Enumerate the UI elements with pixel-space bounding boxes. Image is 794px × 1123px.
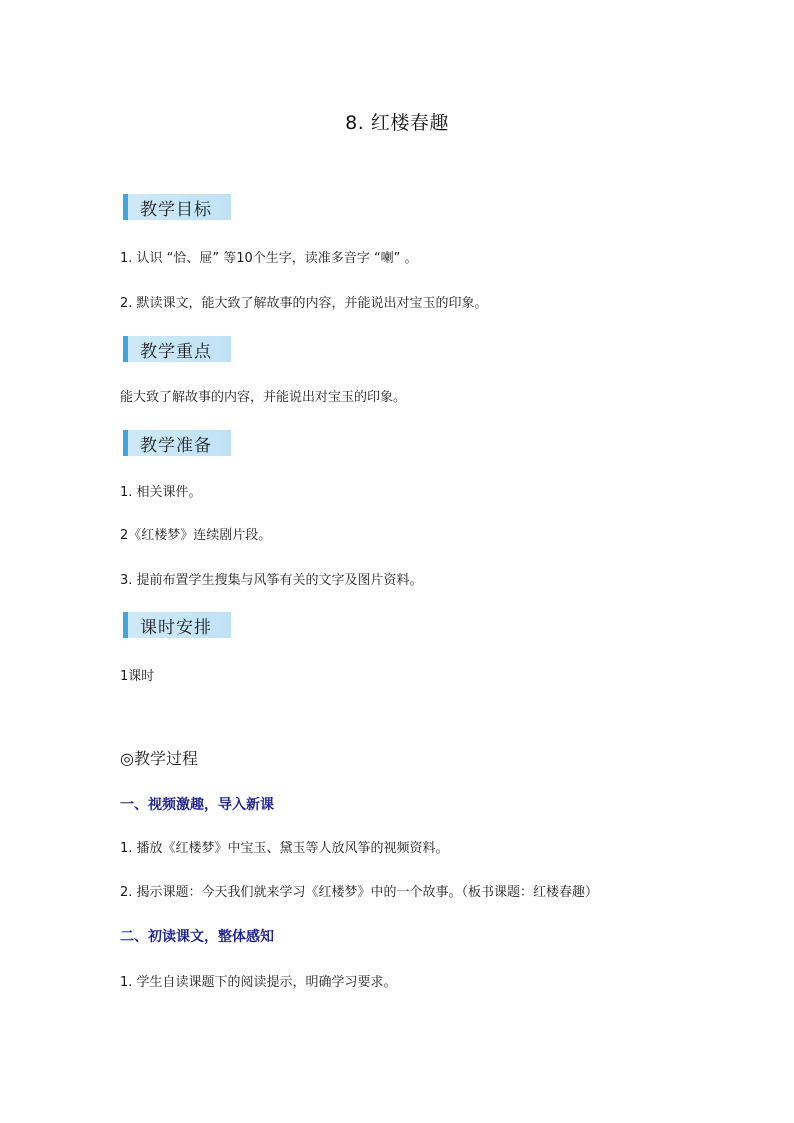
goal-item-2: 2. 默读课文，能大致了解故事的内容，并能说出对宝玉的印象。: [120, 296, 488, 311]
heading-accent-bar: [123, 430, 128, 456]
schedule-text: 1课时: [120, 669, 155, 684]
heading-label: 教学目标: [140, 199, 212, 220]
part2-heading: 二、初读课文，整体感知: [120, 929, 274, 945]
section-heading-focus: [123, 336, 231, 362]
focus-text: 能大致了解故事的内容，并能说出对宝玉的印象。: [120, 390, 407, 405]
part2-item-1: 1. 学生自读课题下的阅读提示，明确学习要求。: [120, 975, 397, 990]
heading-label: 教学准备: [140, 435, 212, 456]
prep-item-3: 3. 提前布置学生搜集与风筝有关的文字及图片资料。: [120, 573, 423, 588]
part1-item-1: 1. 播放《红楼梦》中宝玉、黛玉等人放风筝的视频资料。: [120, 841, 449, 856]
heading-accent-bar: [123, 194, 128, 220]
heading-accent-bar: [123, 612, 128, 638]
section-heading-prep: [123, 430, 231, 456]
prep-item-2: 2《红楼梦》连续剧片段。: [120, 528, 272, 543]
page-title: 8. 红楼春趣: [345, 112, 449, 134]
heading-label: 教学重点: [140, 341, 212, 362]
part1-heading: 一、视频激趣，导入新课: [120, 797, 274, 813]
section-heading-schedule: [123, 612, 231, 638]
heading-accent-bar: [123, 336, 128, 362]
section-heading-goals: [123, 194, 231, 220]
part1-item-2: 2. 揭示课题：今天我们就来学习《红楼梦》中的一个故事。（板书课题：红楼春趣）: [120, 885, 599, 900]
goal-item-1: 1. 认识 “恰、屉” 等10个生字，读准多音字 “喇” 。: [120, 251, 418, 266]
heading-label: 课时安排: [140, 617, 212, 638]
process-heading: ◎教学过程: [120, 749, 198, 768]
prep-item-1: 1. 相关课件。: [120, 485, 202, 500]
